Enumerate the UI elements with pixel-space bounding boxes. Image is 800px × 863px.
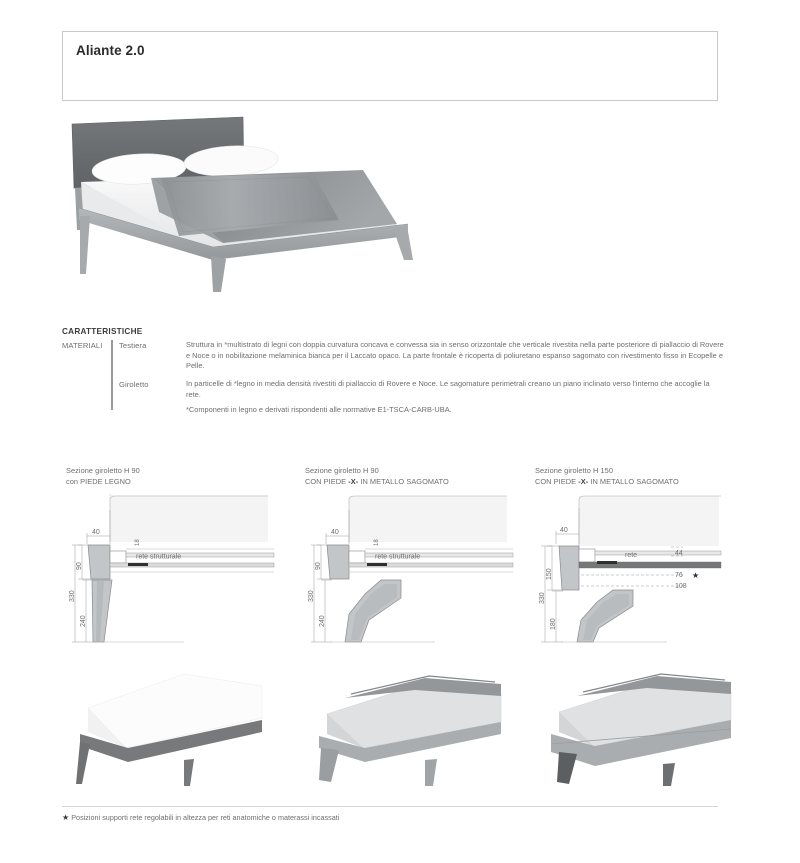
section-3-label-rete: rete [625, 552, 638, 559]
section-3-dim-150: 150 [546, 568, 553, 580]
materials-divider [111, 340, 113, 410]
section-3-dim-180: 180 [550, 618, 557, 630]
section-3-detail-photo [535, 656, 735, 786]
material-note: *Componenti in legno e derivati rispondenti alle normative E1-TSCA-CARB-UBA. [186, 405, 452, 414]
hero-product-photo [63, 112, 433, 292]
section-1-title [66, 466, 298, 487]
material-row-label-giroletto: Giroletto [119, 380, 149, 389]
section-3-dim-108: 108 [675, 583, 687, 590]
section-3-dim-40: 40 [560, 527, 568, 534]
section-3-title-x: -X- [578, 476, 589, 486]
section-1-dim-40: 40 [92, 529, 100, 536]
section-3-title-line1: Sezione giroletto H 150 [535, 466, 613, 475]
material-row-label-testiera: Testiera [119, 341, 147, 350]
section-2-title-line2-post: IN METALLO SAGOMATO [358, 476, 449, 486]
section-1-dim-240: 240 [80, 615, 87, 627]
section-1-dim-90: 90 [76, 562, 83, 570]
section-1-label-rete: rete strutturale [136, 553, 182, 561]
section-2-title-x: -X- [348, 476, 359, 486]
section-2-title-line2-pre: CON PIEDE [305, 476, 349, 486]
section-2-label-rete: rete strutturale [375, 553, 421, 561]
support-star-marker: ★ [692, 571, 700, 580]
section-2-dim-90: 90 [315, 562, 322, 570]
footnote-text: Posizioni supporti rete regolabili in altezza per reti anatomiche o materassi incassati [71, 813, 340, 822]
product-title-box [62, 31, 718, 101]
section-2-dim-240: 240 [319, 615, 326, 627]
footnote [62, 813, 339, 822]
section-1-detail-photo [66, 656, 266, 786]
section-3-dim-330: 330 [539, 592, 546, 604]
section-2-technical-drawing [305, 494, 537, 644]
section-column-1 [66, 466, 298, 796]
section-2-dim-40: 40 [331, 529, 339, 536]
page-title: Aliante 2.0 [76, 43, 145, 58]
section-2-title [305, 466, 537, 487]
section-3-title [535, 466, 767, 487]
footnote-star-icon: ★ [62, 813, 70, 822]
section-1-title-line1: Sezione giroletto H 90 [66, 466, 140, 475]
section-1-title-line2: con PIEDE LEGNO [66, 476, 131, 486]
material-text-giroletto: In particelle di *legno in media densità rivestiti di piallaccio di Rovere e Noce. Le sagomature perimetrali creano un piano inclinato verso l'interno che accoglie la rete. [186, 379, 710, 399]
section-3-title-line2-pre: CON PIEDE [535, 476, 579, 486]
section-column-2 [305, 466, 537, 796]
section-2-dim-330: 330 [308, 590, 315, 602]
section-2-dim-18: 18 [374, 539, 380, 546]
material-text-testiera: Struttura in *multistrato di legni con doppia curvatura concava e convessa sia in senso orizzontale che verticale rivestita nella parte posteriore di piallaccio di Rovere e Noce o in nobilitazione melaminica bianca per il Laccato opaco. La parte frontale è ricoperta di poliuretano espanso sagomato con rivestimento fisso in Ecopelle e Pelle. [186, 340, 724, 371]
section-3-technical-drawing [535, 494, 767, 644]
section-3-dim-44: 44 [675, 550, 683, 557]
footnote-divider [62, 806, 718, 807]
section-3-title-line2-post: IN METALLO SAGOMATO [588, 476, 679, 486]
materials-group-label: MATERIALI [62, 341, 103, 350]
section-1-dim-18: 18 [135, 539, 141, 546]
section-column-3 [535, 466, 767, 796]
section-2-title-line1: Sezione giroletto H 90 [305, 466, 379, 475]
characteristics-heading: CARATTERISTICHE [62, 327, 143, 336]
section-1-technical-drawing [66, 494, 298, 644]
section-3-dim-76: 76 [675, 572, 683, 579]
section-2-detail-photo [305, 656, 505, 786]
section-1-dim-330: 330 [69, 590, 76, 602]
